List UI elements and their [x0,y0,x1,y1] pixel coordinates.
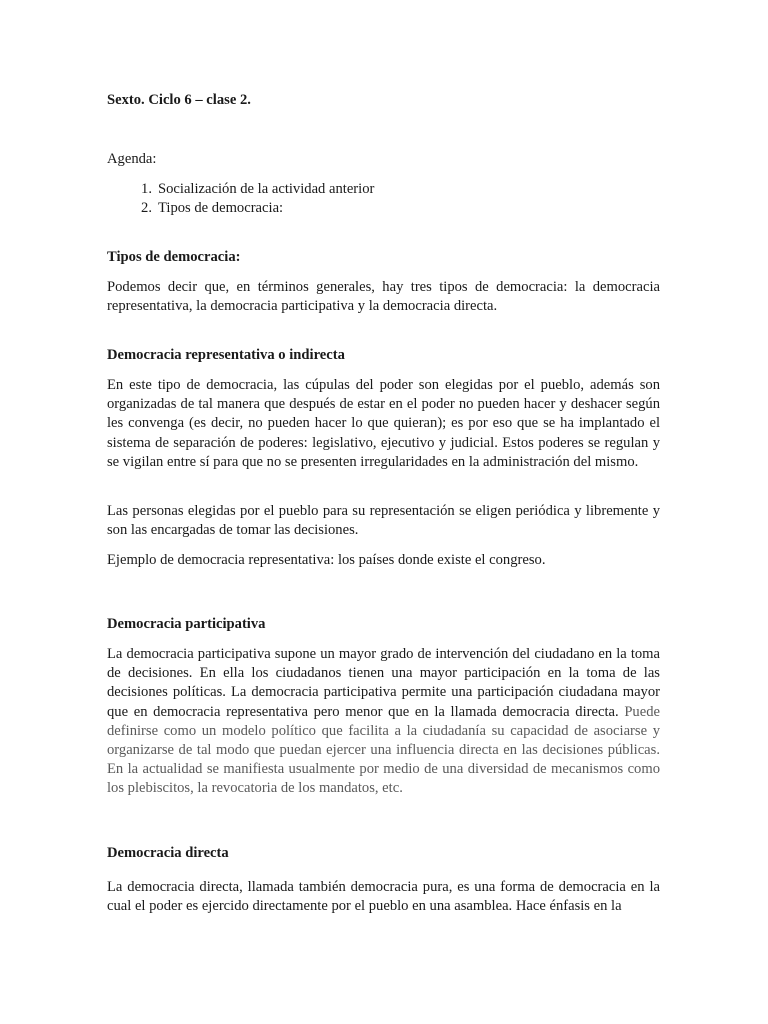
agenda-item-number: 1 . [107,180,152,199]
paragraph-representativa-3: Ejemplo de democracia representativa: los países donde existe el congreso. [107,552,546,568]
section-heading-representativa: Democracia representativa o indirecta [107,347,345,363]
paragraph-participativa [107,645,660,799]
agenda-label: Agenda: [107,151,157,167]
agenda-item [107,199,374,218]
paragraph-representativa-1: En este tipo de democracia, las cúpulas del poder son elegidas por el pueblo, además son organizadas de tal manera que después de estar en el poder no pueden hacer y deshacer según les convenga (es decir, no pueden hacer lo que quieran); es por eso que se ha implantado el sistema de separación de poderes: legislativo, ejecutivo y judicial. Estos poderes se regulan y se vigilan entre sí para que no se presenten irregularidades en la administración del mismo. [107,377,660,470]
paragraph-tipos: Podemos decir que, en términos generales, hay tres tipos de democracia: la democracia representativa, la democracia participativa y la democracia directa. [107,279,660,315]
section-heading-tipos: Tipos de democracia: [107,249,241,265]
agenda-item-number: 2 . [107,199,152,218]
paragraph-participativa-gray: Puede definirse como un modelo político que facilita a la ciudadanía su capacidad de asociarse y organizarse de tal modo que puedan ejercer una influencia directa en las decisiones públicas. En la actualidad se manifiesta usualmente por medio de una diversidad de mecanismos como los plebiscitos, la revocatoria de los mandatos, etc. [107,703,660,797]
section-heading-directa: Democracia directa [107,845,229,861]
paragraph-directa: La democracia directa, llamada también democracia pura, es una forma de democracia en la cual el poder es ejercido directamente por el pueblo en una asamblea. Hace énfasis en la [107,879,660,915]
document-title: Sexto. Ciclo 6 – clase 2. [107,92,251,108]
agenda-item-text: Tipos de democracia: [158,200,284,217]
agenda-item [107,180,374,199]
section-heading-participativa: Democracia participativa [107,616,266,632]
paragraph-representativa-2: Las personas elegidas por el pueblo para su representación se eligen periódica y libremente y son las encargadas de tomar las decisiones. [107,503,660,539]
agenda-list [107,180,374,218]
agenda-item-text: Socialización de la actividad anterior [158,181,375,197]
paragraph-participativa-main: La democracia participativa supone un mayor grado de intervención del ciudadano en la toma de decisiones. En ella los ciudadanos tienen una mayor participación en la toma de las decisiones políticas. La democracia participativa permite una participación ciudadana mayor que en democracia representativa pero menor que en la llamada democracia directa. [107,646,660,720]
